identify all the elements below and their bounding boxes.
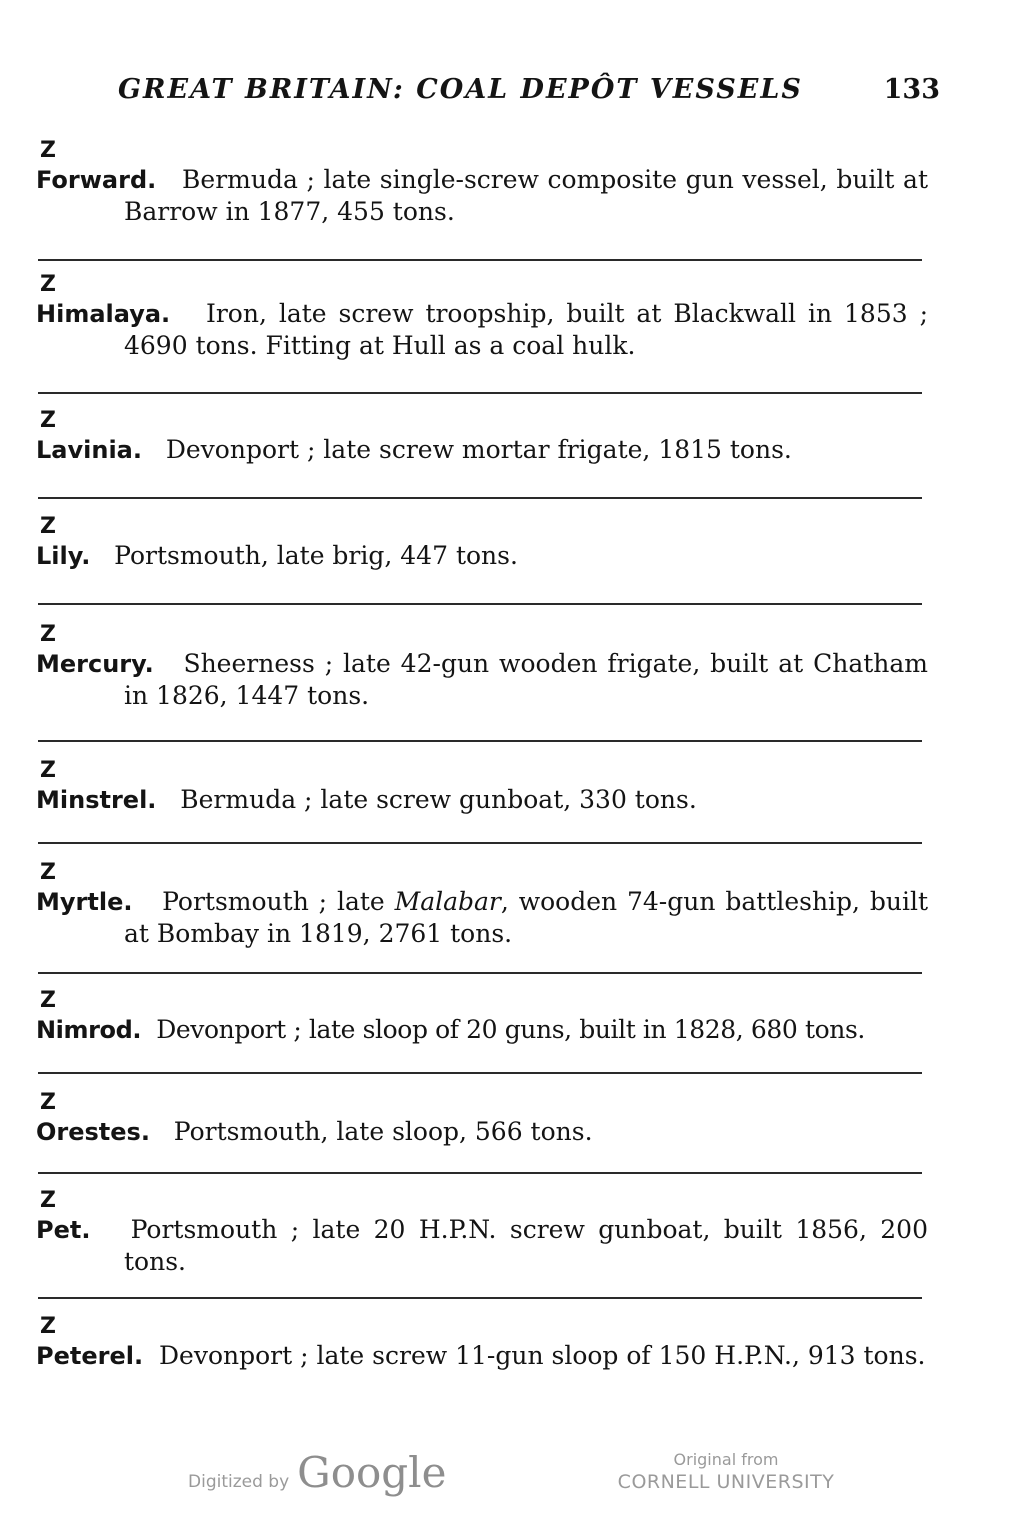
entry-myrtle — [36, 862, 928, 949]
vessel-name: Himalaya. — [36, 300, 171, 328]
university-name: CORNELL UNIVERSITY — [617, 1471, 835, 1493]
vessel-description-cont: , wooden 74-gun battleship, built at Bombay in 1819, 2761 tons. — [124, 887, 929, 948]
digitized-label: Digitized by — [188, 1472, 290, 1492]
divider — [38, 259, 922, 261]
page-number: 133 — [883, 74, 940, 105]
vessel-description: Portsmouth ; late — [162, 887, 395, 916]
divider — [38, 497, 922, 499]
entry-mercury — [36, 624, 928, 711]
entry-lily — [36, 516, 928, 572]
google-logo: Google — [297, 1448, 447, 1497]
original-from-label: Original from — [673, 1450, 779, 1469]
entry-minstrel — [36, 760, 928, 816]
entry-text — [36, 540, 928, 572]
entry-text — [36, 164, 928, 227]
entry-text — [36, 434, 928, 466]
vessel-name: Peterel. — [36, 1342, 144, 1370]
divider — [38, 392, 922, 394]
entry-mark: Z — [40, 860, 56, 885]
vessel-name: Orestes. — [36, 1118, 150, 1146]
entry-text — [36, 1116, 928, 1148]
vessel-description: Devonport ; late screw 11-gun sloop of 150 H.P.N., 913 tons. — [158, 1341, 926, 1370]
entry-text — [36, 298, 928, 361]
entry-text — [36, 1340, 928, 1372]
digitized-by-watermark — [188, 1448, 446, 1497]
vessel-name: Forward. — [36, 166, 157, 194]
entry-himalaya — [36, 274, 928, 361]
vessel-name: Myrtle. — [36, 888, 133, 916]
entry-mark: Z — [40, 1090, 56, 1115]
entry-mark: Z — [40, 1314, 56, 1339]
divider — [38, 603, 922, 605]
entry-mark: Z — [40, 138, 56, 163]
divider — [38, 842, 922, 844]
entry-pet — [36, 1190, 928, 1277]
vessel-name: Lily. — [36, 542, 91, 570]
vessel-name: Mercury. — [36, 650, 154, 678]
vessel-description: Sheerness ; late 42-gun wooden frigate, built at Chatham in 1826, 1447 tons. — [124, 649, 929, 710]
entry-lavinia — [36, 410, 928, 466]
divider — [38, 1297, 922, 1299]
entry-text — [36, 1214, 928, 1277]
divider — [38, 740, 922, 742]
entry-mark: Z — [40, 408, 56, 433]
entry-peterel — [36, 1316, 928, 1372]
entry-mark: Z — [40, 622, 56, 647]
vessel-name: Lavinia. — [36, 436, 142, 464]
entry-mark: Z — [40, 988, 56, 1013]
entry-orestes — [36, 1092, 928, 1148]
divider — [38, 1072, 922, 1074]
entry-mark: Z — [40, 272, 56, 297]
source-attribution — [600, 1450, 852, 1494]
divider — [38, 1172, 922, 1174]
vessel-description: Portsmouth, late sloop, 566 tons. — [173, 1117, 593, 1146]
entry-mark: Z — [40, 758, 56, 783]
vessel-description: Portsmouth ; late 20 H.P.N. screw gunboat, built 1856, 200 tons. — [124, 1215, 928, 1276]
vessel-description: Devonport ; late sloop of 20 guns, built in 1828, 680 tons. — [156, 1015, 865, 1044]
vessel-description: Portsmouth, late brig, 447 tons. — [114, 541, 518, 570]
entry-forward — [36, 140, 928, 227]
vessel-description: Iron, late screw troopship, built at Blackwall in 1853 ; 4690 tons. Fitting at Hull as a coal hulk. — [124, 299, 928, 360]
entry-text — [36, 1014, 928, 1046]
entry-nimrod — [36, 990, 928, 1046]
vessel-name: Pet. — [36, 1216, 91, 1244]
vessel-description: Devonport ; late screw mortar frigate, 1815 tons. — [165, 435, 792, 464]
former-ship-name: Malabar — [394, 887, 501, 916]
entry-text — [36, 886, 928, 949]
entry-mark: Z — [40, 514, 56, 539]
vessel-name: Minstrel. — [36, 786, 157, 814]
entry-mark: Z — [40, 1188, 56, 1213]
entry-text — [36, 784, 928, 816]
divider — [38, 972, 922, 974]
header-title: GREAT BRITAIN: COAL DEPÔT VESSELS — [118, 74, 803, 105]
vessel-name: Nimrod. — [36, 1016, 142, 1044]
vessel-description: Bermuda ; late single-screw composite gun vessel, built at Barrow in 1877, 455 tons. — [124, 165, 928, 226]
vessel-description: Bermuda ; late screw gunboat, 330 tons. — [180, 785, 697, 814]
entry-text — [36, 648, 928, 711]
running-header — [118, 74, 940, 105]
